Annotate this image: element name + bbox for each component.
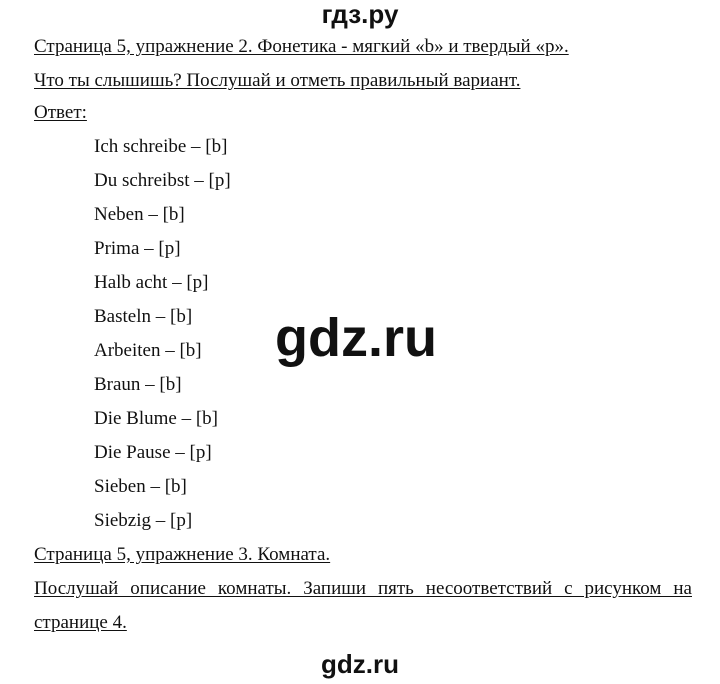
answer-item: Die Blume – [b] [94, 408, 219, 429]
answer-item: Sieben – [b] [94, 476, 187, 497]
watermark-top: гдз.ру [321, 0, 399, 29]
answer-item: Arbeiten – [b] [94, 340, 202, 361]
answer-item: Neben – [b] [94, 204, 185, 225]
exercise-1-title: Страница 5, упражнение 2. Фонетика - мягкий «b» и твердый «p». [34, 36, 569, 57]
answer-item: Halb acht – [p] [94, 272, 209, 293]
answer-item: Du schreibst – [p] [94, 170, 231, 191]
answer-item: Siebzig – [p] [94, 510, 193, 531]
answer-item: Basteln – [b] [94, 306, 193, 327]
answer-item: Braun – [b] [94, 374, 182, 395]
watermark-bottom: gdz.ru [321, 649, 399, 679]
answer-item: Ich schreibe – [b] [94, 136, 228, 157]
exercise-2-title: Страница 5, упражнение 3. Комната. [34, 544, 331, 565]
answer-item: Prima – [p] [94, 238, 181, 259]
watermark-center: gdz.ru [275, 308, 437, 368]
exercise-2-instruction-line2: странице 4. [34, 612, 127, 633]
answer-label: Ответ: [34, 102, 87, 123]
answer-item: Die Pause – [p] [94, 442, 212, 463]
exercise-1-instruction: Что ты слышишь? Послушай и отметь правильный вариант. [34, 70, 521, 91]
exercise-2-instruction-line1: Послушай описание комнаты. Запиши пять несоответствий с рисунком на [34, 578, 692, 599]
